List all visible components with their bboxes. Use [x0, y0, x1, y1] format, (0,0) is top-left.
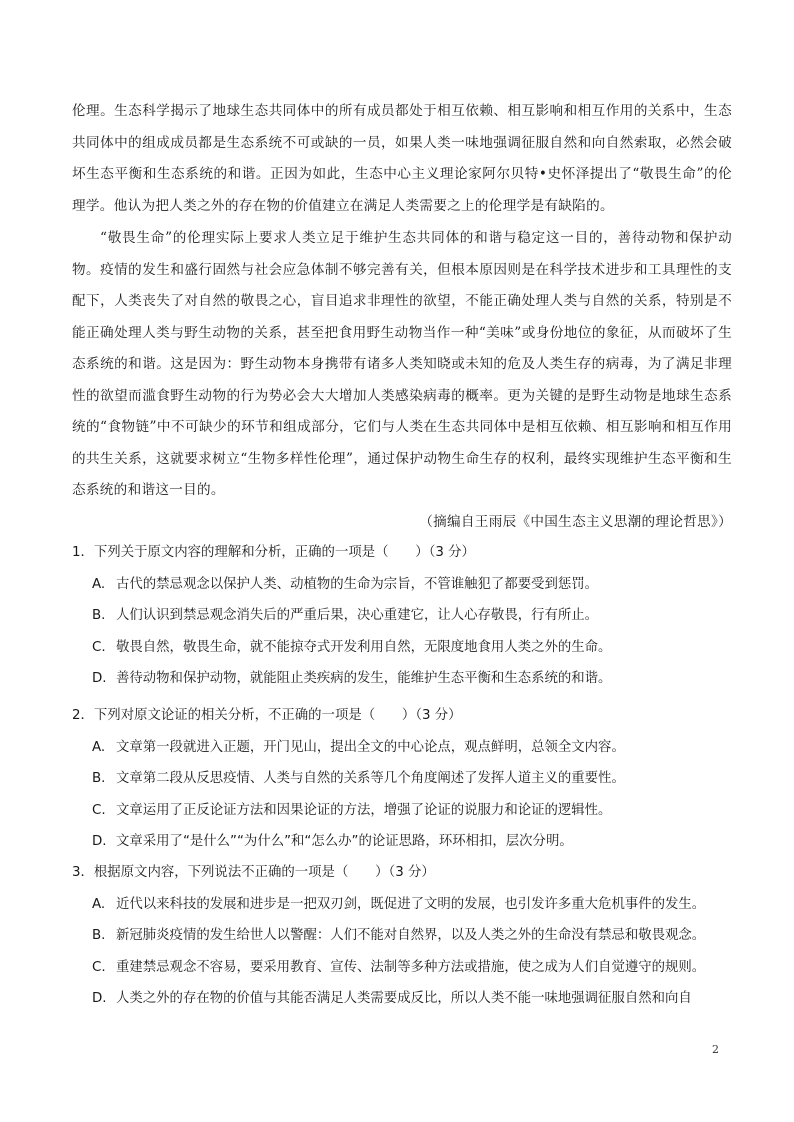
question-2	[72, 700, 732, 858]
option-a	[72, 732, 732, 764]
question-stem: 1．下列关于原文内容的理解和分析，正确的一项是（ ）（3 分）	[72, 545, 475, 560]
option-text: 近代以来科技的发展和进步是一把双刃剑，既促进了文明的发展，也引发许多重大危机事件的发生。	[116, 896, 706, 912]
option-b	[72, 600, 732, 632]
option-text: 善待动物和保护动物，就能阻止类疾病的发生，能维护生态平衡和生态系统的和谐。	[116, 671, 612, 686]
question-3	[72, 857, 732, 1015]
option-c	[72, 952, 732, 984]
option-text: 敬畏自然，敬畏生命，就不能掠夺式开发利用自然，无限度地食用人类之外的生命。	[116, 639, 612, 655]
option-text: 新冠肺炎疫情的发生给世人以警醒：人们不能对自然界，以及人类之外的生命没有禁忌和敬畏观念。	[116, 928, 706, 943]
option-letter: B.	[92, 608, 106, 623]
option-text: 重建禁忌观念不容易，要采用教育、宣传、法制等多种方法或措施，使之成为人们自觉遵守的规则。	[116, 959, 706, 975]
option-d	[72, 983, 732, 1015]
passage-paragraph-1: 伦理。生态科学揭示了地球生态共同体中的所有成员都处于相互依赖、相互影响和相互作用的关系中，生态共同体中的组成成员都是生态系统不可或缺的一员，如果人类一味地强调征服自然和向自然索取，必然会破坏生态平衡和生态系统的和谐。正因为如此，生态中心主义理论家阿尔贝特•史怀泽提出了“敬畏生命”的伦理学。他认为把人类之外的存在物的价值建立在满足人类需要之上的伦理学是有缺陷的。	[72, 103, 732, 214]
option-text: 文章第一段就进入正题，开门见山，提出全文的中心论点，观点鲜明，总领全文内容。	[116, 739, 625, 755]
passage-paragraph-2: “敬畏生命”的伦理实际上要求人类立足于维护生态共同体的和谐与稳定这一目的，善待动物和保护动物。疫情的发生和盛行固然与社会应急体制不够完善有关，但根本原因则是在科学技术进步和工具理性的支配下，人类丧失了对自然的敬畏之心，盲目追求非理性的欲望，不能正确处理人类与自然的关系，特别是不能正确处理人类与野生动物的关系，甚至把食用野生动物当作一种“美味”或身份地位的象征，从而破坏了生态系统的和谐。这是因为：野生动物本身携带有诸多人类知晓或未知的危及人类生存的病毒，为了满足非理性的欲望而滥食野生动物的行为势必会大大增加人类感染病毒的概率。更为关键的是野生动物是地球生态系统的“食物链”中不可缺少的环节和组成部分，它们与人类在生态共同体中是相互依赖、相互影响和相互作用的共生关系，这就要求树立“生物多样性伦理”，通过保护动物生命生存的权利，最终实现维护生态平衡和生态系统的和谐这一目的。	[72, 230, 732, 498]
option-letter: A.	[92, 576, 106, 592]
option-letter: A.	[92, 739, 106, 755]
option-text: 古代的禁忌观念以保护人类、动植物的生命为宗旨，不管谁触犯了都要受到惩罚。	[116, 576, 599, 592]
page-number: 2	[712, 1043, 719, 1056]
option-b	[72, 920, 732, 952]
option-text: 文章运用了正反论证方法和因果论证的方法，增强了论证的说服力和论证的逻辑性。	[116, 802, 612, 818]
option-letter: B.	[92, 928, 106, 943]
option-text: 人们认识到禁忌观念消失后的严重后果，决心重建它，让人心存敬畏，行有所止。	[116, 608, 599, 623]
question-stem: 3．根据原文内容，下列说法不正确的一项是（ ）（3 分）	[72, 865, 435, 880]
option-c	[72, 632, 732, 664]
option-d	[72, 826, 732, 858]
option-a	[72, 569, 732, 601]
option-letter: D.	[92, 991, 107, 1006]
option-text: 文章第二段从反思疫情、人类与自然的关系等几个角度阐述了发挥人道主义的重要性。	[116, 771, 625, 786]
option-letter: A.	[92, 896, 106, 912]
option-text: 文章采用了“是什么”“为什么”和“怎么办”的论证思路，环环相扣，层次分明。	[116, 834, 573, 849]
option-d	[72, 663, 732, 695]
option-letter: D.	[92, 834, 107, 849]
option-letter: C.	[92, 639, 106, 655]
option-text: 人类之外的存在物的价值与其能否满足人类需要成反比，所以人类不能一味地强调征服自然和向自	[116, 991, 692, 1006]
option-letter: D.	[92, 671, 107, 686]
option-b	[72, 763, 732, 795]
option-letter: C.	[92, 802, 106, 818]
option-letter: B.	[92, 771, 106, 786]
question-stem: 2．下列对原文论证的相关分析，不正确的一项是（ ）（3 分）	[72, 708, 462, 723]
option-a	[72, 889, 732, 921]
passage-source: （摘编自王雨辰《中国生态主义思潮的理论哲思》）	[419, 514, 732, 530]
option-letter: C.	[92, 959, 106, 975]
option-c	[72, 795, 732, 827]
question-1	[72, 537, 732, 695]
